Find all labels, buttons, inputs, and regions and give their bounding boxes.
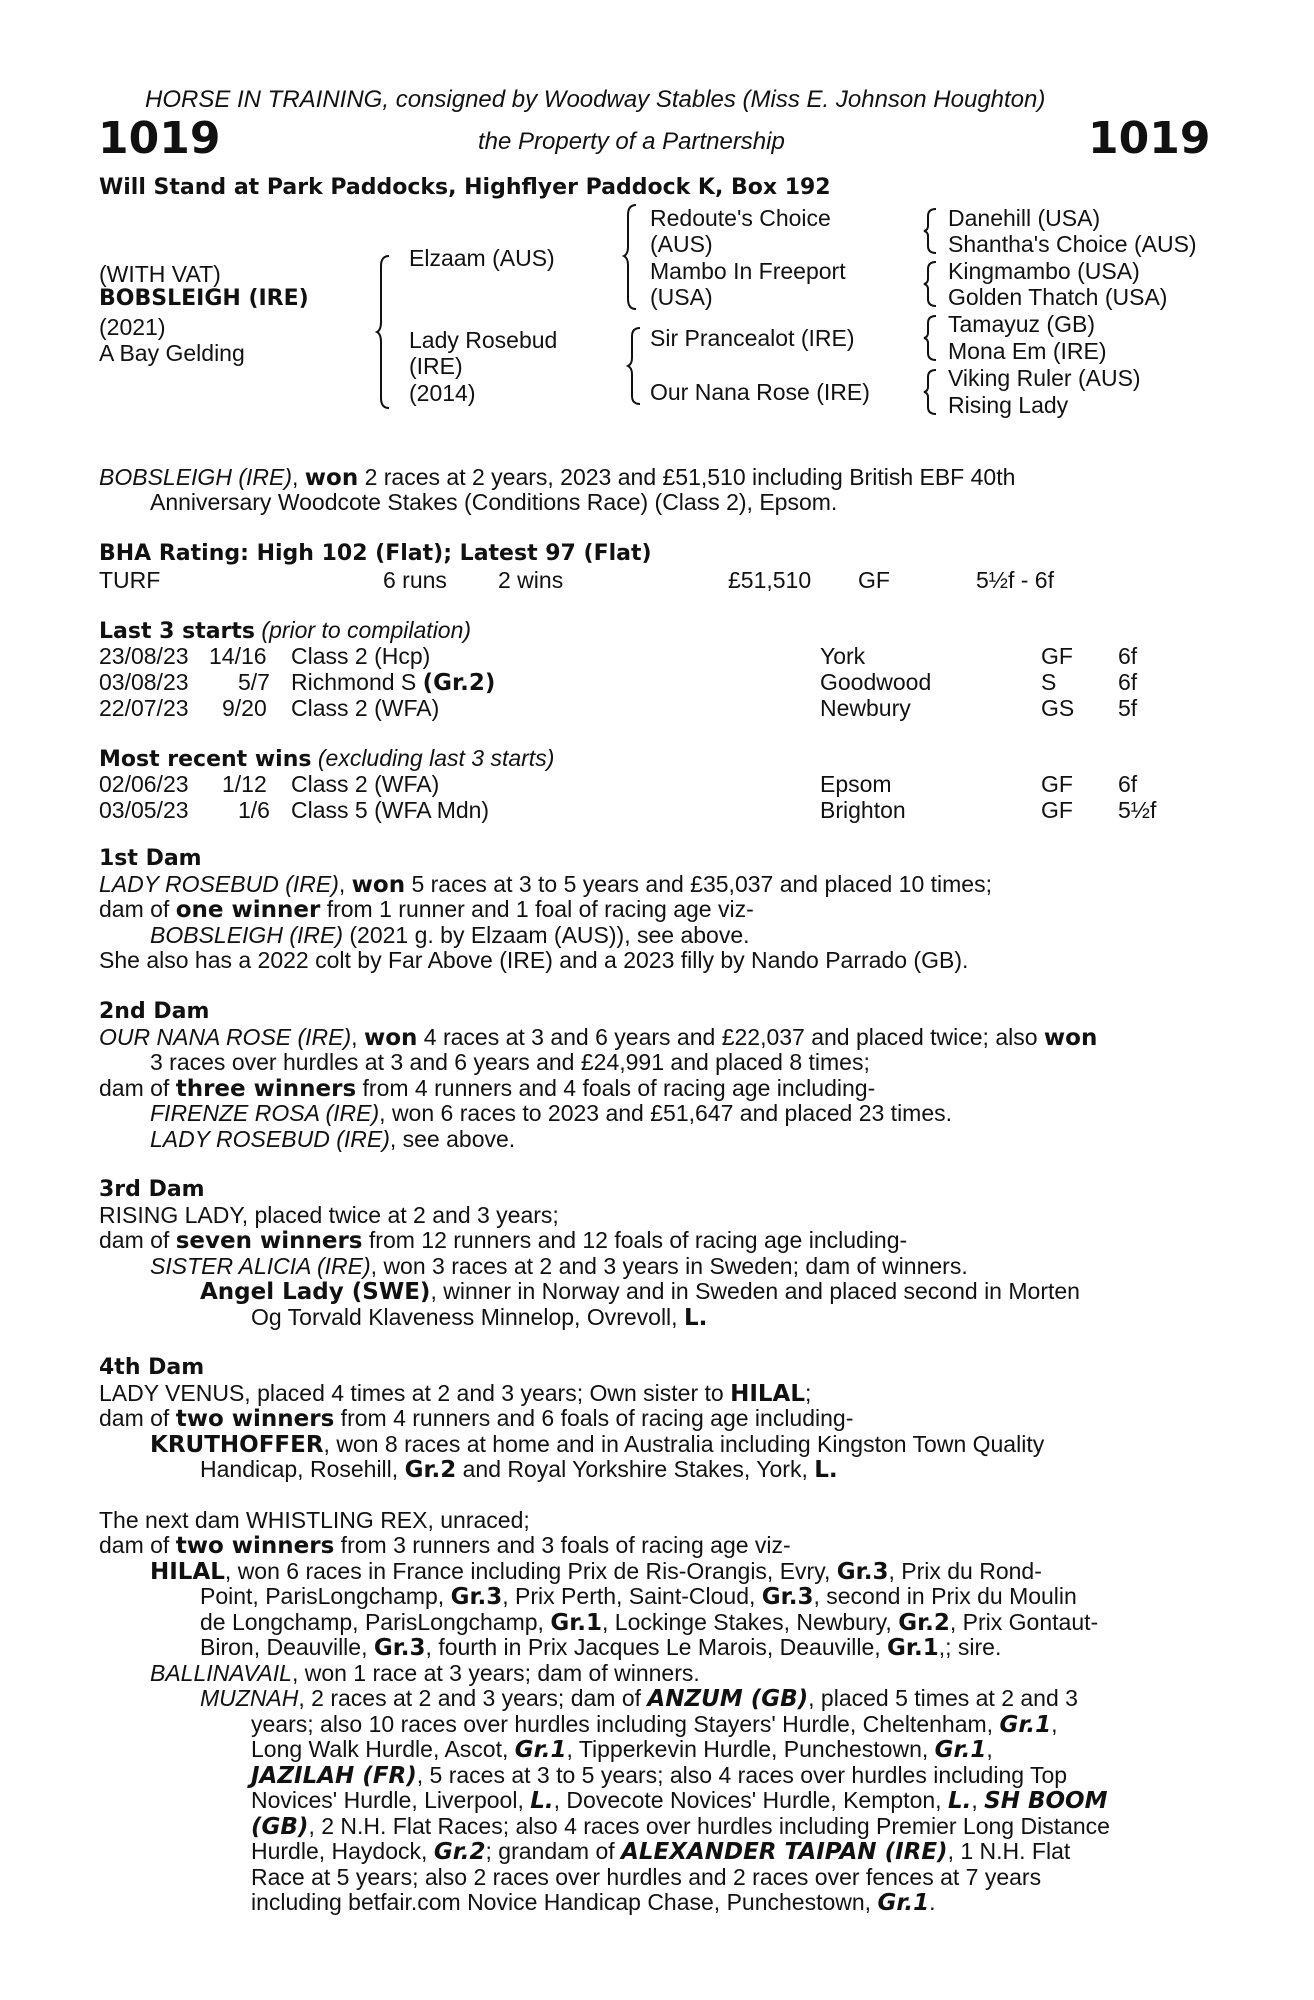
start-race: Class 2 (WFA) xyxy=(291,695,440,721)
muznah-line-2: years; also 10 races over hurdles including Stayers' Hurdle, Cheltenham, Gr.1, xyxy=(251,1711,1058,1738)
dam1-also: She also has a 2022 colt by Far Above (IRE) and a 2023 filly by Nando Parrado (GB). xyxy=(99,947,969,973)
muznah-line-3: Long Walk Hurdle, Ascot, Gr.1, Tipperkevin Hurdle, Punchestown, Gr.1, xyxy=(251,1736,993,1763)
hilal-line-4: Biron, Deauville, Gr.3, fourth in Prix Jacques Le Marois, Deauville, Gr.1,; sire. xyxy=(200,1634,1002,1661)
g4-ancestor-7: Viking Ruler (AUS) xyxy=(948,365,1141,391)
foaling-year: (2021) xyxy=(99,314,166,340)
start-going: S xyxy=(1041,669,1057,695)
start-date: 03/08/23 xyxy=(99,669,189,695)
win-course: Brighton xyxy=(820,797,906,823)
dam-dam: Our Nana Rose (IRE) xyxy=(650,379,870,405)
dam2-progeny-2: LADY ROSEBUD (IRE), see above. xyxy=(150,1126,516,1152)
dam-name-line3: (2014) xyxy=(409,380,476,406)
start-date: 23/08/23 xyxy=(99,643,189,669)
win-position: 1/6 xyxy=(238,797,270,823)
start-distance: 6f xyxy=(1118,669,1138,695)
start-course: Newbury xyxy=(820,695,911,721)
last3-heading: Last 3 starts (prior to compilation) xyxy=(99,617,472,644)
next-dam-produce: dam of two winners from 3 runners and 3 foals of racing age viz- xyxy=(99,1532,791,1559)
pedigree-bracket-main xyxy=(377,252,393,412)
hilal-line-3: de Longchamp, ParisLongchamp, Gr.1, Lockinge Stakes, Newbury, Gr.2, Prix Gontaut- xyxy=(200,1609,1099,1636)
dam3-produce: dam of seven winners from 12 runners and 12 foals of racing age including- xyxy=(99,1227,908,1254)
hilal-line-1: HILAL, won 6 races in France including Prix de Ris-Orangis, Evry, Gr.3, Prix du Rond- xyxy=(150,1558,1042,1585)
dam-sire: Sir Prancealot (IRE) xyxy=(650,325,855,351)
start-position: 14/16 xyxy=(209,643,267,669)
win-course: Epsom xyxy=(820,771,892,797)
start-going: GS xyxy=(1041,695,1075,721)
summary-line-1: BOBSLEIGH (IRE), won 2 races at 2 years, 2023 and £51,510 including British EBF 40th xyxy=(99,464,1016,491)
lot-number-left: 1019 xyxy=(98,113,221,164)
recent-wins-heading: Most recent wins (excluding last 3 starts) xyxy=(99,745,555,772)
dam1-record: LADY ROSEBUD (IRE), won 5 races at 3 to 5 years and £35,037 and placed 10 times; xyxy=(99,871,992,898)
dam2-produce: dam of three winners from 4 runners and 4 foals of racing age including- xyxy=(99,1075,876,1102)
dam2-record-line2: 3 races over hurdles at 3 and 6 years and £24,991 and placed 8 times; xyxy=(150,1049,870,1075)
property-line: the Property of a Partnership xyxy=(478,128,785,155)
start-going: GF xyxy=(1041,643,1073,669)
dam2-progeny-1: FIRENZE ROSA (IRE), won 6 races to 2023 and £51,647 and placed 23 times. xyxy=(150,1100,953,1126)
horse-description: A Bay Gelding xyxy=(99,340,245,366)
g4-ancestor-5: Tamayuz (GB) xyxy=(948,311,1095,337)
sire-dam-line2: (USA) xyxy=(650,284,713,310)
dam3-grandprogeny: Angel Lady (SWE), winner in Norway and in Sweden and placed second in Morten xyxy=(200,1278,1080,1305)
start-distance: 6f xyxy=(1118,643,1138,669)
g4-bracket-3 xyxy=(924,314,938,362)
pedigree-bracket-dam xyxy=(628,326,644,406)
dam3-progeny-1: SISTER ALICIA (IRE), won 3 races at 2 and 3 years in Sweden; dam of winners. xyxy=(150,1253,968,1279)
muznah-line-8: Race at 5 years; also 2 races over hurdles and 2 races over fences at 7 years xyxy=(251,1864,1042,1890)
next-dam-record: The next dam WHISTLING REX, unraced; xyxy=(99,1507,530,1533)
sire-sire-line1: Redoute's Choice xyxy=(650,205,831,231)
start-position: 9/20 xyxy=(222,695,267,721)
start-distance: 5f xyxy=(1118,695,1138,721)
g4-bracket-1 xyxy=(924,207,938,255)
dam1-produce: dam of one winner from 1 runner and 1 foal of racing age viz- xyxy=(99,896,754,923)
horse-name: BOBSLEIGH (IRE) xyxy=(99,286,309,311)
muznah-line-7: Hurdle, Haydock, Gr.2; grandam of ALEXANDER TAIPAN (IRE), 1 N.H. Flat xyxy=(251,1838,1071,1865)
win-distance: 6f xyxy=(1118,771,1138,797)
muznah-line-4: JAZILAH (FR), 5 races at 3 to 5 years; also 4 races over hurdles including Top xyxy=(251,1762,1068,1789)
win-date: 03/05/23 xyxy=(99,797,189,823)
ballinavail-line: BALLINAVAIL, won 1 race at 3 years; dam of winners. xyxy=(150,1660,700,1686)
win-date: 02/06/23 xyxy=(99,771,189,797)
pedigree-bracket-sire xyxy=(624,203,640,313)
dam4-progeny-1-line2: Handicap, Rosehill, Gr.2 and Royal Yorkshire Stakes, York, L. xyxy=(200,1456,838,1483)
bha-rating: BHA Rating: High 102 (Flat); Latest 97 (Flat) xyxy=(99,541,652,566)
g4-bracket-2 xyxy=(924,260,938,308)
win-position: 1/12 xyxy=(222,771,267,797)
muznah-line-9: including betfair.com Novice Handicap Chase, Punchestown, Gr.1. xyxy=(251,1889,936,1916)
dam3-heading: 3rd Dam xyxy=(99,1177,205,1202)
vat-note: (WITH VAT) xyxy=(99,261,221,287)
dam1-heading: 1st Dam xyxy=(99,846,202,871)
dam4-progeny-1: KRUTHOFFER, won 8 races at home and in Australia including Kingston Town Quality xyxy=(150,1431,1045,1458)
dam4-record: LADY VENUS, placed 4 times at 2 and 3 years; Own sister to HILAL; xyxy=(99,1380,812,1407)
g4-ancestor-8: Rising Lady xyxy=(948,392,1069,418)
consignment-line: HORSE IN TRAINING, consigned by Woodway Stables (Miss E. Johnson Houghton) xyxy=(145,86,1046,113)
g4-ancestor-2: Shantha's Choice (AUS) xyxy=(948,231,1197,257)
start-race: Class 2 (Hcp) xyxy=(291,643,431,669)
dam-name-line1: Lady Rosebud xyxy=(409,327,558,353)
dam3-record: RISING LADY, placed twice at 2 and 3 years; xyxy=(99,1202,559,1228)
sire-name: Elzaam (AUS) xyxy=(409,245,555,271)
start-position: 5/7 xyxy=(238,669,270,695)
start-course: York xyxy=(820,643,866,669)
dam1-progeny: BOBSLEIGH (IRE) (2021 g. by Elzaam (AUS)), see above. xyxy=(150,922,750,948)
start-date: 22/07/23 xyxy=(99,695,189,721)
sire-sire-line2: (AUS) xyxy=(650,231,713,257)
turf-label: TURF xyxy=(99,567,161,593)
win-going: GF xyxy=(1041,771,1073,797)
hilal-line-2: Point, ParisLongchamp, Gr.3, Prix Perth, Saint-Cloud, Gr.3, second in Prix du Moulin xyxy=(200,1583,1077,1610)
g4-bracket-4 xyxy=(924,368,938,416)
win-going: GF xyxy=(1041,797,1073,823)
g4-ancestor-4: Golden Thatch (USA) xyxy=(948,284,1168,310)
stand-location: Will Stand at Park Paddocks, Highflyer Paddock K, Box 192 xyxy=(99,175,831,200)
g4-ancestor-1: Danehill (USA) xyxy=(948,205,1101,231)
turf-distance: 5½f - 6f xyxy=(976,567,1054,593)
muznah-line-6: (GB), 2 N.H. Flat Races; also 4 races over hurdles including Premier Long Distance xyxy=(251,1813,1110,1840)
summary-line-2: Anniversary Woodcote Stakes (Conditions Race) (Class 2), Epsom. xyxy=(150,489,838,515)
dam-name-line2: (IRE) xyxy=(409,353,463,379)
muznah-line-5: Novices' Hurdle, Liverpool, L., Dovecote Novices' Hurdle, Kempton, L., SH BOOM xyxy=(251,1787,1108,1814)
win-race: Class 2 (WFA) xyxy=(291,771,440,797)
win-distance: 5½f xyxy=(1118,797,1157,823)
dam4-heading: 4th Dam xyxy=(99,1355,205,1380)
win-race: Class 5 (WFA Mdn) xyxy=(291,797,490,823)
start-race: Richmond S (Gr.2) xyxy=(291,669,496,696)
dam2-heading: 2nd Dam xyxy=(99,999,210,1024)
g4-ancestor-3: Kingmambo (USA) xyxy=(948,258,1140,284)
turf-earnings: £51,510 xyxy=(728,567,812,593)
sire-dam-line1: Mambo In Freeport xyxy=(650,258,846,284)
start-course: Goodwood xyxy=(820,669,932,695)
dam2-record: OUR NANA ROSE (IRE), won 4 races at 3 and 6 years and £22,037 and placed twice; also won xyxy=(99,1024,1098,1051)
turf-going: GF xyxy=(858,567,890,593)
lot-number-right: 1019 xyxy=(1088,113,1211,164)
turf-runs: 6 runs xyxy=(383,567,447,593)
muznah-line-1: MUZNAH, 2 races at 2 and 3 years; dam of ANZUM (GB), placed 5 times at 2 and 3 xyxy=(200,1685,1078,1712)
dam4-produce: dam of two winners from 4 runners and 6 foals of racing age including- xyxy=(99,1405,854,1432)
g4-ancestor-6: Mona Em (IRE) xyxy=(948,338,1107,364)
dam3-grandprogeny-line2: Og Torvald Klaveness Minnelop, Ovrevoll, L. xyxy=(251,1304,708,1331)
turf-wins: 2 wins xyxy=(498,567,564,593)
